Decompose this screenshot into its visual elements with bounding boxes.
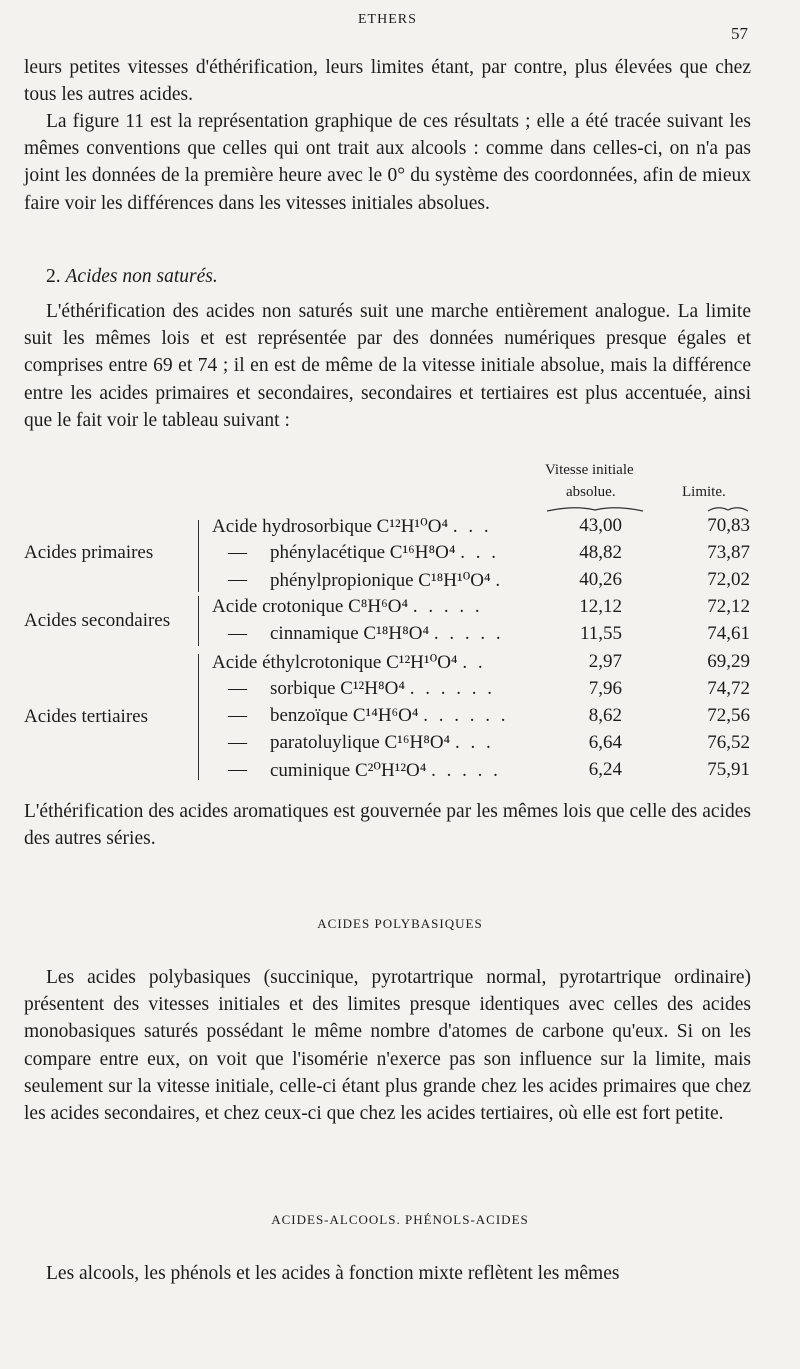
table-row: Acide hydrosorbique C¹²H¹⁰O⁴ . . . 43,00 70,83 bbox=[212, 515, 750, 537]
table-row: — paratoluylique C¹⁶H⁸O⁴ . . . 6,64 76,52 bbox=[228, 732, 750, 753]
table-row: Acide crotonique C⁸H⁶O⁴ . . . . . 12,12 72,12 bbox=[212, 596, 750, 617]
table-row: — phénylacétique C¹⁶H⁸O⁴ . . . 48,82 73,87 bbox=[228, 542, 750, 563]
page-header bbox=[0, 6, 800, 43]
paragraph-acides-alcools: Les alcools, les phénols et les acides à fonction mixte reflètent les mêmes bbox=[46, 1263, 620, 1284]
section-heading-acides-alcools: ACIDES-ALCOOLS. PHÉNOLS-ACIDES bbox=[271, 1212, 529, 1227]
group-label-tertiaires: Acides tertiaires bbox=[24, 706, 148, 727]
swash-limite bbox=[706, 505, 750, 513]
running-title: ETHERS bbox=[358, 12, 417, 27]
table-row: — phénylpropionique C¹⁸H¹⁰O⁴ . 40,26 72,02 bbox=[228, 569, 750, 591]
col-header-vitesse-line1: Vitesse initiale bbox=[545, 462, 634, 478]
table-row: — sorbique C¹²H⁸O⁴ . . . . . . 7,96 74,72 bbox=[228, 678, 750, 699]
paragraph-non-satures: L'éthérification des acides non saturés suit une marche entièrement analogue. La limite suit les mêmes lois et est représentée par des données numériques presque égales et comprises entre 69 et 74 ; il en est de même de la vitesse initiale absolue, mais la différence entre les acides primaires et secondaires, secondaires et tertiaires est plus accentuée, ainsi que le fait voir le tableau suivant : bbox=[24, 301, 751, 431]
col-header-vitesse-line2: absolue. bbox=[566, 484, 616, 500]
table-row: — benzoïque C¹⁴H⁶O⁴ . . . . . . 8,62 72,56 bbox=[228, 705, 750, 726]
table-row: — cinnamique C¹⁸H⁸O⁴ . . . . . 11,55 74,61 bbox=[228, 623, 750, 644]
table-row: — cuminique C²⁰H¹²O⁴ . . . . . 6,24 75,91 bbox=[228, 759, 750, 781]
section-heading-polybasiques: ACIDES POLYBASIQUES bbox=[317, 916, 483, 931]
group-label-primaires: Acides primaires bbox=[24, 542, 154, 563]
paragraph-aromatiques: L'éthérification des acides aromatiques est gouvernée par les mêmes lois que celle des acides des autres séries. bbox=[24, 801, 751, 850]
paragraph-continuation: leurs petites vitesses d'éthérification, leurs limites étant, par contre, plus élevées que chez tous les autres acides. bbox=[24, 57, 751, 106]
group-label-secondaires: Acides secondaires bbox=[24, 610, 171, 631]
col-header-limite: Limite. bbox=[682, 484, 726, 500]
subsection-heading: 2. Acides non saturés. bbox=[46, 266, 218, 287]
page-number: 57 bbox=[731, 24, 748, 43]
paragraph-figure-11: La figure 11 est la représentation graphique de ces résultats ; elle a été tracée suivant les mêmes conventions que celles qui ont trait aux alcools : comme dans celles-ci, on n'a pas joint les données de la première heure avec le 0° du système des coordonnées, afin de mieux faire voir les différences dans les vitesses initiales absolues. bbox=[24, 111, 751, 214]
swash-vitesse bbox=[545, 505, 645, 513]
table-row: Acide éthylcrotonique C¹²H¹⁰O⁴ . . 2,97 69,29 bbox=[212, 651, 750, 673]
paragraph-polybasiques: Les acides polybasiques (succinique, pyrotartrique normal, pyrotartrique ordinaire) présentent des vitesses initiales et des limites presque identiques avec celles des acides monobasiques saturés possédant le même nombre d'atomes de carbone qu'eux. Si on les compare entre eux, on voit que l'isomérie n'exerce pas son influence sur la limite, mais seulement sur la vitesse initiale, celle-ci étant plus grande chez les acides primaires que chez les acides secondaires, et chez ceux-ci que chez les acides tertiaires, où elle est fort petite. bbox=[24, 967, 751, 1125]
